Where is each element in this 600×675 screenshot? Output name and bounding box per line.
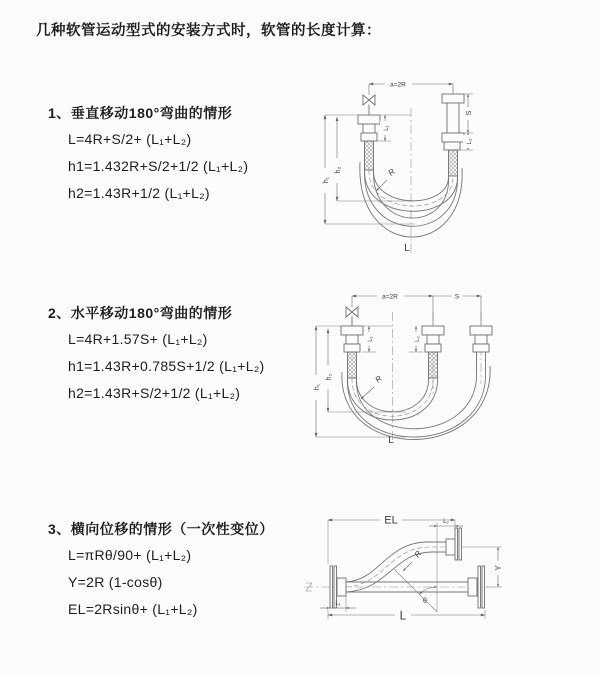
section-2-formula-h1: h1=1.43R+0.785S+1/2 (L₁+L₂) (68, 358, 265, 374)
dimension-lines (310, 292, 481, 446)
length-label: L (388, 435, 394, 446)
dim-label-l2: L₂ (443, 519, 449, 525)
dim-label-h1: h₁ (314, 383, 321, 391)
length-label: L (399, 608, 407, 623)
dim-label-a2r: a=2R (382, 293, 398, 301)
angle-label: θ (423, 598, 427, 605)
length-label: L (404, 243, 410, 254)
section-3-formula-EL: EL=2Rsinθ+ (L₁+L₂) (68, 601, 198, 617)
dimension-lines (320, 515, 503, 623)
valve-icon (346, 307, 358, 317)
dim-label-l1: L₁ (384, 125, 390, 131)
diagram-lateral-displacement (296, 502, 598, 650)
section-1-formula-h1: h1=1.432R+S/2+1/2 (L₁+L₂) (68, 158, 249, 174)
dim-label-l2: L₂ (415, 336, 421, 342)
dim-label-h2: h₂ (326, 373, 333, 381)
section-2-heading: 2、水平移动180°弯曲的情形 (48, 305, 233, 321)
section-3-formula-Y: Y=2R (1-cosθ) (68, 574, 163, 590)
hose-curves (342, 366, 490, 440)
radius-label: R (412, 549, 424, 560)
left-pipe-assembly (358, 84, 380, 170)
angle-construction (394, 522, 437, 612)
diagram-vertical-180-bend (315, 70, 595, 264)
section-1-formula-h2: h2=1.43R+1/2 (L₁+L₂) (68, 185, 210, 201)
section-3-formula-L: L=πRθ/90+ (L₁+L₂) (68, 547, 192, 563)
section-2-formula-L: L=4R+1.57S+ (L₁+L₂) (68, 331, 208, 347)
dim-label-l1: L₁ (368, 336, 374, 342)
valve-icon (363, 95, 375, 105)
left-pipe-assembly (341, 296, 363, 378)
right-pipe-assembly (442, 84, 464, 176)
dim-label-l2: L₂ (467, 138, 473, 145)
dim-label-a2r: a=2R (390, 81, 406, 89)
diagram-horizontal-180-bend (306, 282, 598, 454)
section-2-formula-h2: h2=1.43R+S/2+1/2 (L₁+L₂) (68, 385, 241, 401)
section-1-formula-L: L=4R+S/2+ (L₁+L₂) (68, 131, 192, 147)
page-title: 几种软管运动型式的安装方式时，软管的长度计算： (36, 23, 381, 39)
dim-label-s: S (454, 293, 460, 301)
dim-label-y: Y (494, 565, 503, 571)
dim-label-l1: L₁ (335, 601, 341, 607)
radius-label: R (386, 166, 397, 178)
dim-label-s: S (466, 110, 473, 116)
dim-label-el: EL (384, 514, 398, 527)
radius-label: R (373, 373, 384, 385)
dim-label-h2: h₂ (335, 166, 342, 174)
middle-pipe-assembly (422, 296, 444, 378)
section-1-heading: 1、垂直移动180°弯曲的情形 (48, 105, 233, 121)
dim-label-h1: h₁ (323, 176, 330, 184)
section-3-heading: 3、横向位移的情形（一次性变位） (48, 521, 274, 537)
